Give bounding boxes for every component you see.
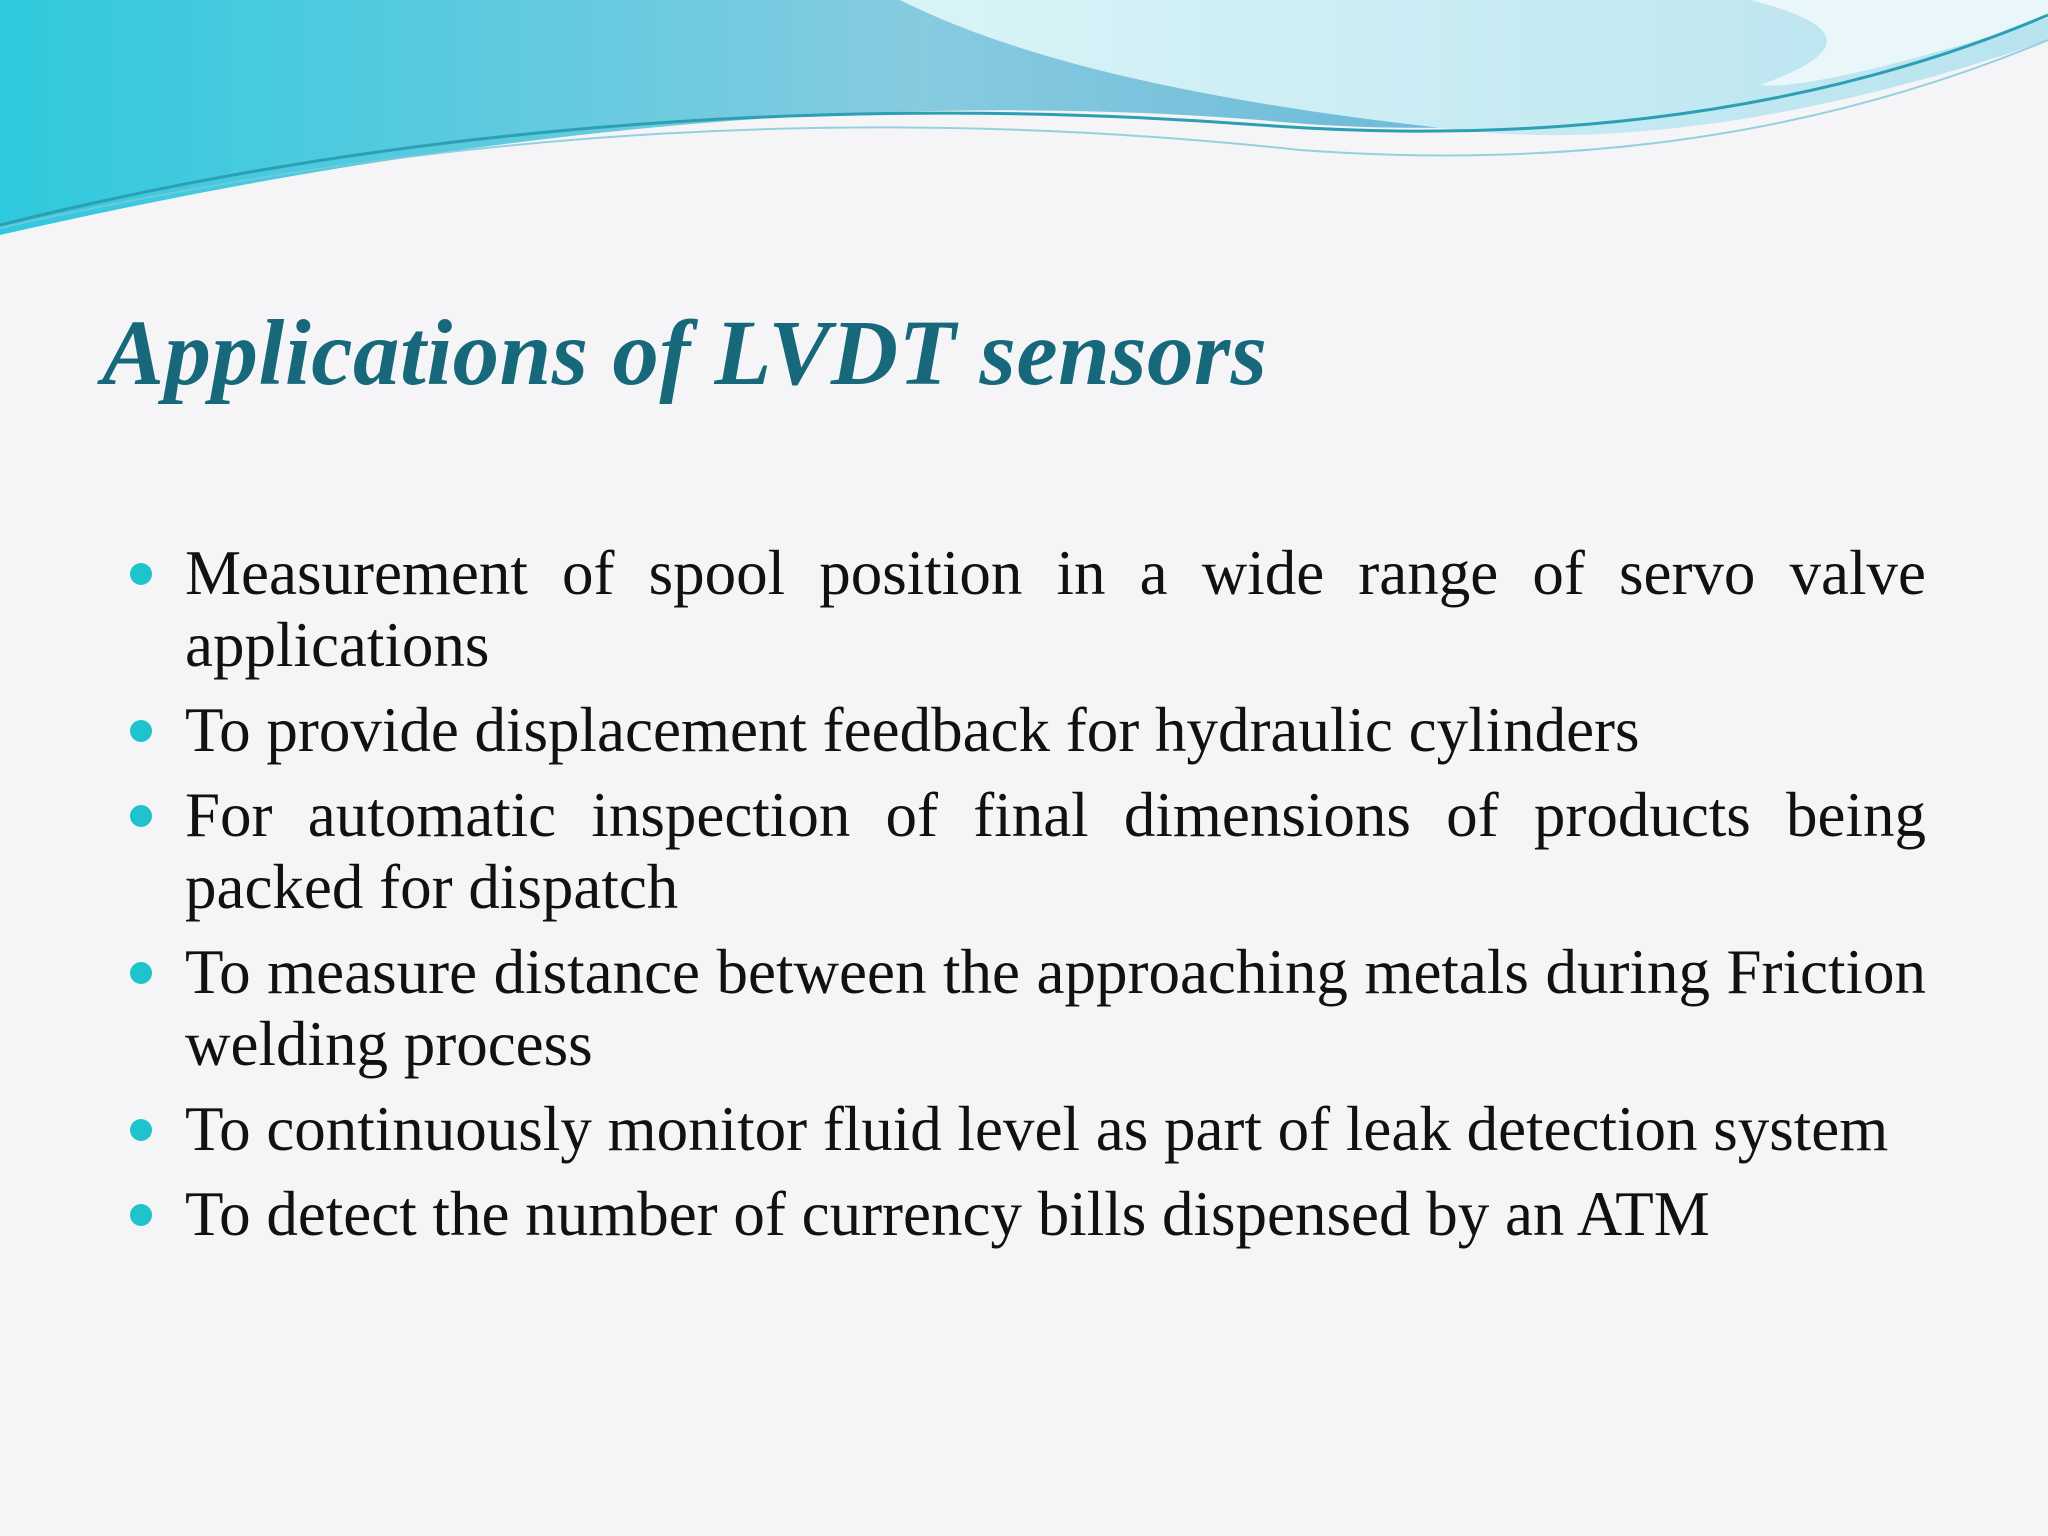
decorative-wave-header xyxy=(0,0,2048,260)
bullet-icon xyxy=(130,1119,152,1141)
bullet-icon xyxy=(130,962,152,984)
bullet-icon xyxy=(130,1204,152,1226)
bullet-item xyxy=(128,1178,1926,1250)
bullet-item xyxy=(128,779,1926,923)
bullet-icon xyxy=(130,805,152,827)
bullet-item xyxy=(128,936,1926,1080)
bullet-text: Measurement of spool position in a wide range of servo valve applications xyxy=(185,538,1926,680)
bullet-list xyxy=(128,537,1926,1263)
bullet-text: To detect the number of currency bills dispensed by an ATM xyxy=(185,1179,1710,1249)
bullet-item xyxy=(128,537,1926,681)
bullet-text: For automatic inspection of final dimensions of products being packed for dispatch xyxy=(185,780,1926,922)
bullet-text: To measure distance between the approaching metals during Friction welding process xyxy=(185,937,1926,1079)
bullet-text: To continuously monitor fluid level as part of leak detection system xyxy=(185,1094,1889,1164)
bullet-text: To provide displacement feedback for hydraulic cylinders xyxy=(185,695,1640,765)
bullet-icon xyxy=(130,563,152,585)
bullet-icon xyxy=(130,720,152,742)
bullet-item xyxy=(128,694,1926,766)
slide-title: Applications of LVDT sensors xyxy=(102,302,1268,405)
bullet-item xyxy=(128,1093,1926,1165)
